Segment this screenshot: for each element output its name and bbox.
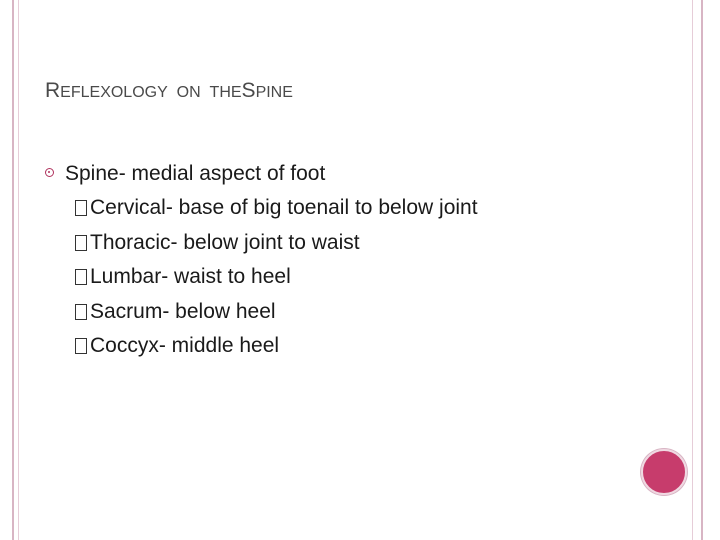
right-border-inner-line	[692, 0, 693, 540]
list-item	[75, 228, 478, 263]
left-border-inner-line	[18, 0, 19, 540]
title-initial-r: R	[45, 79, 61, 102]
square-bullet-icon	[75, 304, 87, 320]
left-border-outer-line	[12, 0, 14, 540]
title-word-reflexology: EFLEXOLOGY	[60, 84, 168, 101]
square-bullet-icon	[75, 269, 87, 285]
title-initial-s: S	[241, 79, 256, 102]
title-word-the: THE	[209, 84, 242, 101]
slide-title	[45, 76, 293, 108]
right-border-outer-line	[701, 0, 703, 540]
list-item	[75, 262, 478, 297]
list-item-label: Sacrum- below heel	[90, 299, 276, 323]
square-bullet-icon	[75, 338, 87, 354]
sub-bullet-list	[75, 193, 478, 366]
list-item	[75, 331, 478, 366]
list-item-label: Thoracic- below joint to waist	[90, 230, 360, 254]
list-item-label: Coccyx- middle heel	[90, 334, 280, 357]
square-bullet-icon	[75, 235, 87, 251]
title-word-pine: PINE	[255, 84, 293, 101]
decorative-pink-circle	[641, 449, 687, 495]
list-item-label: Lumbar- waist to heel	[90, 265, 291, 288]
hollow-circle-bullet-icon	[45, 168, 54, 177]
list-item	[75, 297, 478, 332]
list-item	[75, 193, 478, 228]
bullet-text: Spine- medial aspect of foot	[65, 162, 326, 185]
title-word-on: ON	[176, 84, 201, 101]
square-bullet-icon	[75, 200, 87, 216]
list-item-label: Cervical- base of big toenail to below joint	[90, 196, 478, 219]
